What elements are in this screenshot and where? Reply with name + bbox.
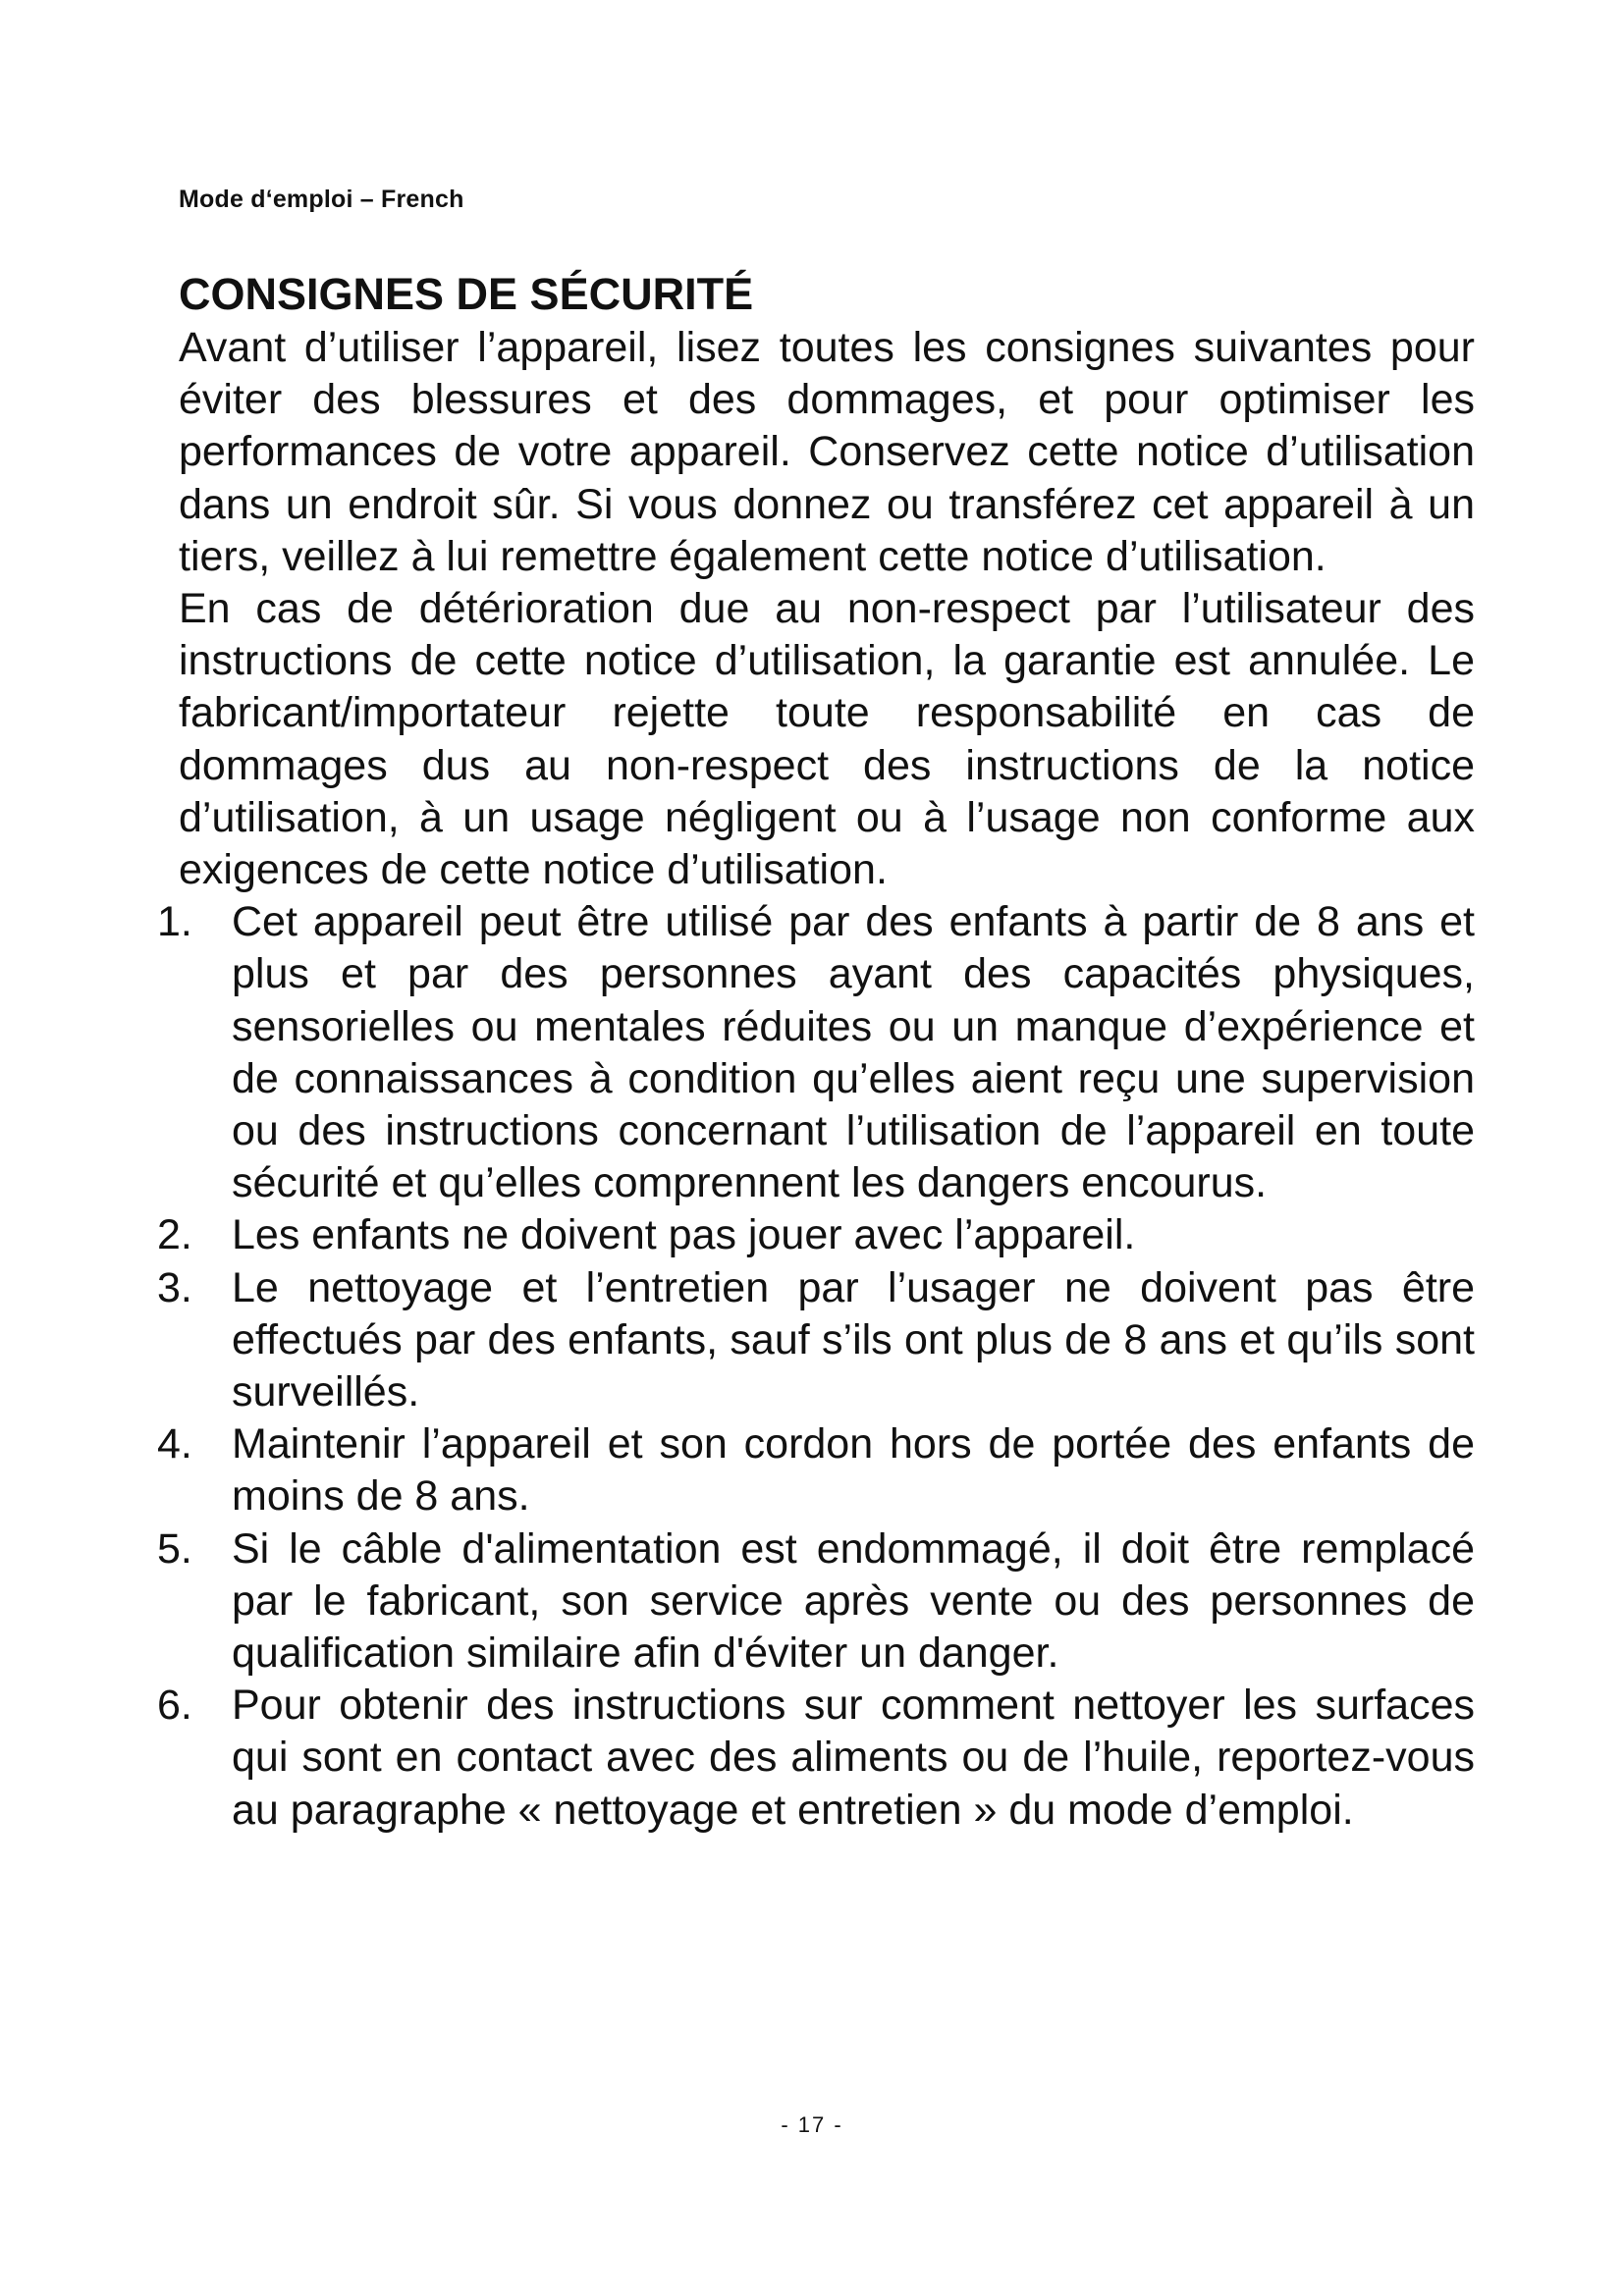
- list-item-text: Les enfants ne doivent pas jouer avec l’appareil.: [232, 1211, 1136, 1259]
- list-item: [157, 1418, 1475, 1522]
- document-header-label: Mode d‘emploi – French: [179, 186, 464, 213]
- list-item-number: 1.: [157, 898, 192, 946]
- list-item: [157, 1209, 1475, 1261]
- list-item-number: 3.: [157, 1263, 192, 1311]
- list-item-number: 2.: [157, 1211, 192, 1259]
- section-title: CONSIGNES DE SÉCURITÉ: [179, 269, 754, 319]
- list-item-text: Maintenir l’appareil et son cordon hors de portée des enfants de moins de 8 ans.: [232, 1420, 1475, 1521]
- safety-instructions-list: [157, 896, 1475, 1837]
- list-item: [157, 896, 1475, 1209]
- list-item: [157, 1680, 1475, 1837]
- list-item-number: 4.: [157, 1420, 192, 1468]
- list-item-number: 6.: [157, 1682, 192, 1730]
- list-item-number: 5.: [157, 1524, 192, 1573]
- page-number: - 17 -: [781, 2112, 843, 2137]
- list-item-text: Pour obtenir des instructions sur comment nettoyer les surfaces qui sont en contact avec des aliments ou de l’huile, reportez-vous au paragraphe « nettoyage et entretien » du mode d’emploi.: [232, 1682, 1475, 1834]
- list-item-text: Si le câble d'alimentation est endommagé, il doit être remplacé par le fabricant, son service après vente ou des personnes de qualification similaire afin d'éviter un danger.: [232, 1524, 1475, 1678]
- list-item-text: Cet appareil peut être utilisé par des enfants à partir de 8 ans et plus et par des personnes ayant des capacités physiques, sensorielles ou mentales réduites ou un manque d’expérience et de connaissances à condition qu’elles aient reçu une supervision ou des instructions concernant l’utilisation de l’appareil en toute sécurité et qu’elles comprennent les dangers encourus.: [232, 898, 1475, 1207]
- safety-section: [157, 267, 1475, 1837]
- list-item: [157, 1262, 1475, 1419]
- list-item-text: Le nettoyage et l’entretien par l’usager ne doivent pas être effectués par des enfants, sauf s’ils ont plus de 8 ans et qu’ils sont surveillés.: [232, 1263, 1475, 1416]
- intro-paragraph-usage: Avant d’utiliser l’appareil, lisez toutes les consignes suivantes pour éviter des blessures et des dommages, et pour optimiser les performances de votre appareil. Conservez cette notice d’utilisation dans un endroit sûr. Si vous donnez ou transférez cet appareil à un tiers, veillez à lui remettre également cette notice d’utilisation.: [179, 324, 1475, 580]
- intro-paragraph-warranty: En cas de détérioration due au non-respect par l’utilisateur des instructions de cette notice d’utilisation, la garantie est annulée. Le fabricant/importateur rejette toute responsabilité en cas de dommages dus au non-respect des instructions de la notice d’utilisation, à un usage négligent ou à l’usage non conforme aux exigences de cette notice d’utilisation.: [179, 585, 1475, 894]
- list-item: [157, 1523, 1475, 1681]
